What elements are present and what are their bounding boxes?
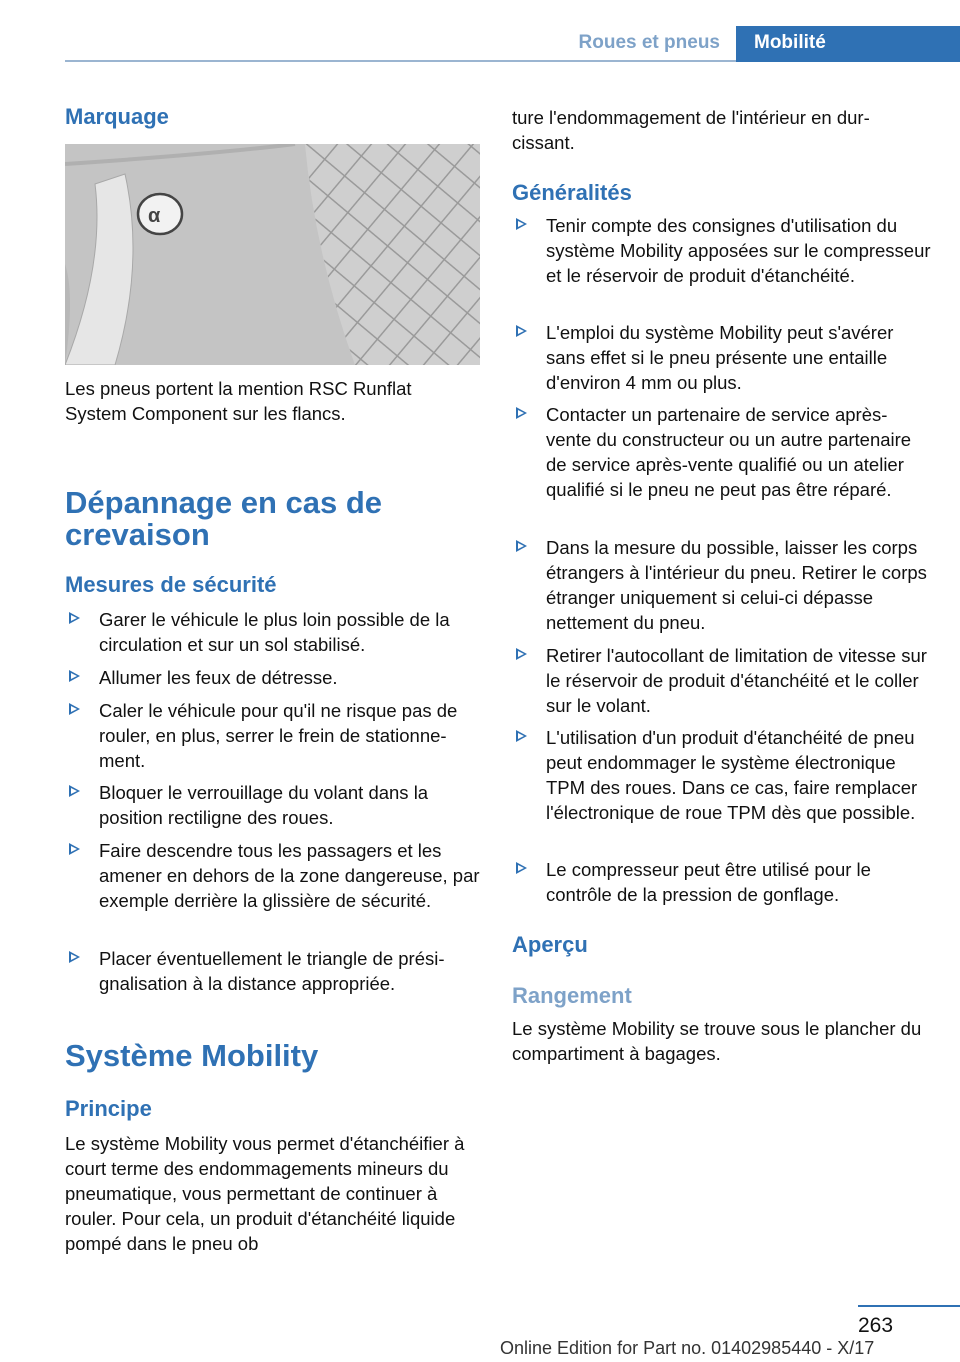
marquage-text: Les pneus portent la mention RSC Runflat System Component sur les flancs. (65, 378, 412, 424)
triangle-bullet-icon (69, 843, 80, 855)
footer-line (858, 1305, 960, 1307)
list-item: Le compresseur peut être utilisé pour le contrôle de la pression de gonflage. (512, 857, 932, 907)
list-item: Bloquer le verrouillage du volant dans la position rectiligne des roues. (65, 780, 481, 830)
depannage-heading: Dépannage en cas de crevaison (65, 485, 383, 552)
list-item: L'utilisation d'un produit d'étanchéité de pneu peut endommager le système électronique TPM des roues. Dans ce cas, faire remplacer l'électronique de roue TPM dès que possible. (512, 725, 932, 825)
triangle-bullet-icon (69, 951, 80, 963)
apercu-heading: Aperçu (512, 932, 588, 957)
rangement-text: Le système Mobility se trouve sous le plancher du compartiment à bagages. (512, 1018, 922, 1064)
triangle-bullet-icon (69, 785, 80, 797)
list-item: Dans la mesure du possible, laisser les corps étrangers à l'intérieur du pneu. Retirer le corps étranger uniquement si celui-ci dépasse nettement du pneu. (512, 535, 932, 635)
header-section-tab[interactable]: Roues et pneus (578, 32, 720, 53)
page-number: 263 (858, 1314, 894, 1337)
rangement-heading: Rangement (512, 983, 632, 1008)
tire-illustration (65, 144, 480, 365)
list-item: L'emploi du système Mobility peut s'avérer sans effet si le pneu présente une entaille d'environ 4 mm ou plus. (512, 320, 932, 395)
triangle-bullet-icon (516, 407, 527, 419)
mobility-heading: Système Mobility (65, 1038, 319, 1073)
marquage-heading: Marquage (65, 104, 169, 129)
mesures-heading: Mesures de sécurité (65, 572, 277, 597)
list-item: Garer le véhicule le plus loin possible de la circulation et sur un sol stabilisé. (65, 607, 481, 657)
list-item: Caler le véhicule pour qu'il ne risque pas de rouler, en plus, serrer le frein de stationnement. (65, 698, 481, 773)
triangle-bullet-icon (69, 612, 80, 624)
header-chapter-tab[interactable]: Mobilité (736, 26, 960, 62)
list-item: Retirer l'autocollant de limitation de vitesse sur le réservoir de produit d'étanchéité et le coller sur le volant. (512, 643, 932, 718)
generalites-heading: Généralités (512, 180, 632, 205)
triangle-bullet-icon (69, 670, 80, 682)
continued-text: ture l'endommagement de l'intérieur en durcissant. (512, 107, 870, 153)
triangle-bullet-icon (516, 325, 527, 337)
list-item: Contacter un partenaire de service après-vente du constructeur ou un autre partenaire de service après-vente qualifié ou un atelier qualifié si le pneu ne peut pas être réparé. (512, 402, 932, 502)
principe-heading: Principe (65, 1096, 152, 1121)
list-item: Faire descendre tous les passagers et les amener en dehors de la zone dangereuse, par exemple derrière la glissière de sécurité. (65, 838, 481, 913)
edition-text: Online Edition for Part no. 01402985440 - X/17 (500, 1338, 875, 1358)
triangle-bullet-icon (516, 862, 527, 874)
svg-text:α: α (148, 205, 161, 227)
triangle-bullet-icon (516, 730, 527, 742)
triangle-bullet-icon (69, 703, 80, 715)
triangle-bullet-icon (516, 540, 527, 552)
list-item: Tenir compte des consignes d'utilisation du système Mobility apposées sur le compresseur et le réservoir de produit d'étanchéité. (512, 213, 932, 288)
principe-text: Le système Mobility vous permet d'étanchéifier à court terme des endommagements mineurs du pneumatique, vous permettant de continuer à rouler. Pour cela, un produit d'étanchéité liquide pompé dans le pneu ob (65, 1133, 465, 1254)
list-item: Allumer les feux de détresse. (65, 665, 481, 690)
list-item: Placer éventuellement le triangle de présignalisation à la distance appropriée. (65, 946, 481, 996)
triangle-bullet-icon (516, 218, 527, 230)
triangle-bullet-icon (516, 648, 527, 660)
